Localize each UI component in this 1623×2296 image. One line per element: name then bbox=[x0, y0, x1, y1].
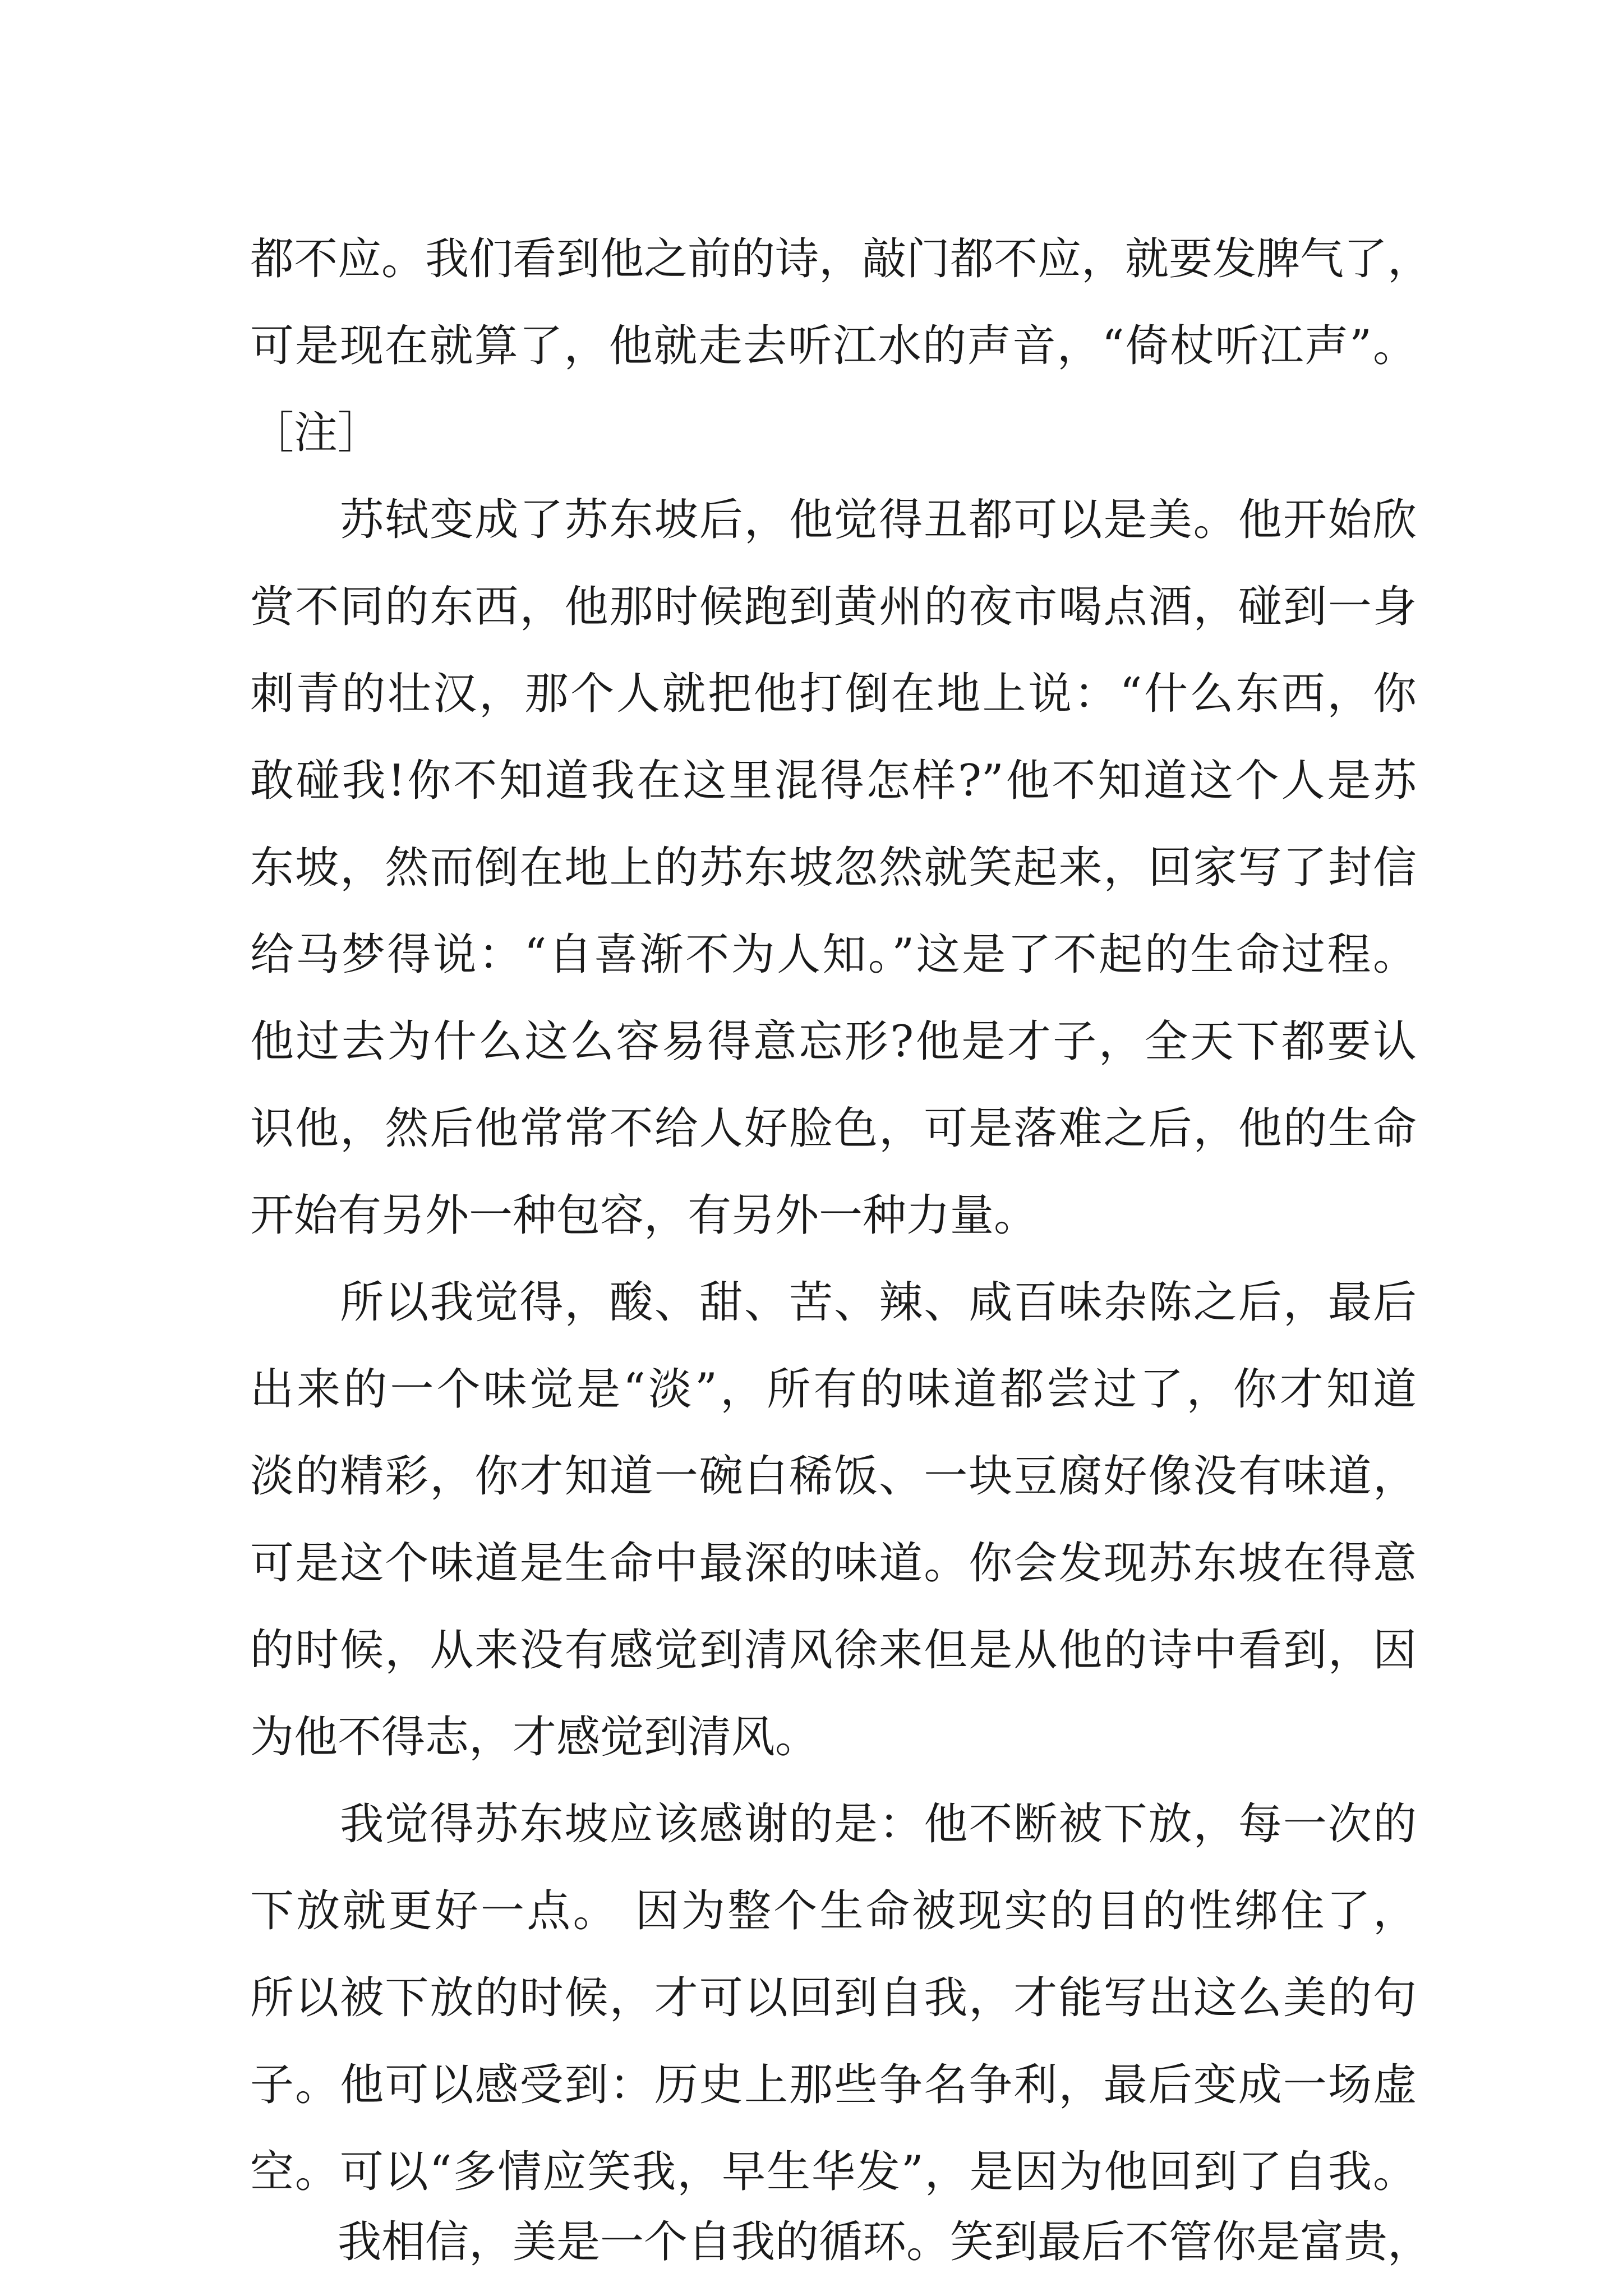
text-line: 敢碰我!你不知道我在这里混得怎样?”他不知道这个人是苏 bbox=[250, 756, 1417, 806]
text-line: 都不应。我们看到他之前的诗，敲门都不应，就要发脾气了， bbox=[250, 234, 1432, 284]
text-line: 给马梦得说：“自喜渐不为人知。”这是了不起的生命过程。 bbox=[250, 930, 1417, 980]
text-line: 刺青的壮汉，那个人就把他打倒在地上说：“什么东西，你 bbox=[250, 669, 1417, 719]
text-line: 我觉得苏东坡应该感谢的是：他不断被下放，每一次的 bbox=[250, 1799, 1417, 1849]
text-line: 我相信，美是一个自我的循环。笑到最后不管你是富贵， bbox=[250, 2217, 1432, 2267]
text-line: 所以被下放的时候，才可以回到自我，才能写出这么美的句 bbox=[250, 1973, 1417, 2023]
text-line: 的时候，从来没有感觉到清风徐来但是从他的诗中看到，因 bbox=[250, 1625, 1417, 1676]
text-line: 东坡，然而倒在地上的苏东坡忽然就笑起来，回家写了封信 bbox=[250, 843, 1417, 893]
text-line: 为他不得志，才感觉到清风。 bbox=[250, 1712, 819, 1763]
text-line: 子。他可以感受到：历史上那些争名争利，最后变成一场虚 bbox=[250, 2060, 1417, 2110]
text-line: 他过去为什么这么容易得意忘形?他是才子，全天下都要认 bbox=[250, 1016, 1417, 1067]
text-line: 苏轼变成了苏东坡后，他觉得丑都可以是美。他开始欣 bbox=[250, 495, 1417, 545]
text-line: 淡的精彩，你才知道一碗白稀饭、一块豆腐好像没有味道， bbox=[250, 1451, 1417, 1502]
text-line: 开始有另外一种包容，有另外一种力量。 bbox=[250, 1190, 1038, 1241]
text-line: 可是现在就算了，他就走去听江水的声音，“倚杖听江声”。 bbox=[250, 321, 1417, 371]
text-line: 下放就更好一点。 因为整个生命被现实的目的性绑住了， bbox=[250, 1886, 1417, 1936]
text-line: 赏不同的东西，他那时候跑到黄州的夜市喝点酒，碰到一身 bbox=[250, 582, 1417, 632]
note-marker: ［注］ bbox=[250, 408, 382, 458]
text-line: 所以我觉得，酸、甜、苦、辣、咸百味杂陈之后，最后 bbox=[250, 1277, 1417, 1328]
text-line: 识他，然后他常常不给人好脸色，可是落难之后，他的生命 bbox=[250, 1103, 1417, 1154]
text-line: 出来的一个味觉是“淡”，所有的味道都尝过了，你才知道 bbox=[250, 1364, 1417, 1415]
text-line: 空。可以“多情应笑我，早生华发”，是因为他回到了自我。 bbox=[250, 2147, 1417, 2197]
text-line: 可是这个味道是生命中最深的味道。你会发现苏东坡在得意 bbox=[250, 1538, 1417, 1589]
